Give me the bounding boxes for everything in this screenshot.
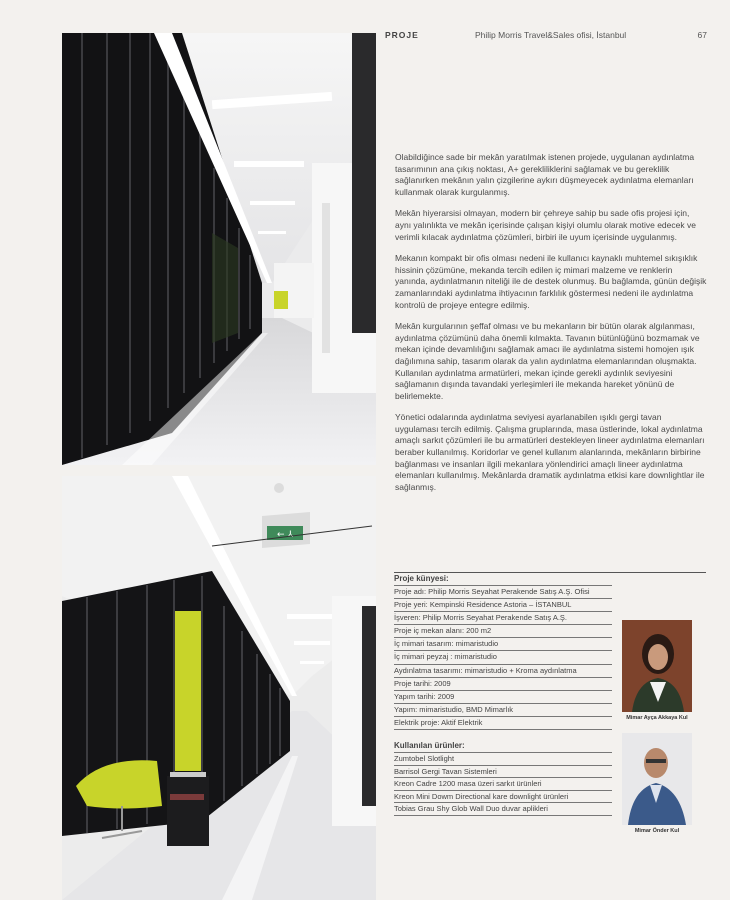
project-info-row: Proje iç mekan alanı: 200 m2 <box>394 624 612 637</box>
project-info-row: İç mimari tasarım: mimaristudio <box>394 637 612 650</box>
product-row: Barrisol Gergi Tavan Sistemleri <box>394 765 612 778</box>
body-paragraph: Mekân kurgularının şeffaf olması ve bu mekanların bir bütün olarak algılanması, aydınlatma çözümünü daha önemli kılmakta. Tavanın bütünlüğünü bozmamak ve mekan içinde devamlılığını sağlamak amacı ile aydınlatma sistemi homojen ışık dağılımına sahip, tasarım olarak da yalın aydınlatma elemanlarından oluşmakta. Kullanılan aydınlatma armatürleri, mekan içinde gerekli aydınlık seviyesini sağlamanın dışında tavandaki yerleşimleri ile mekanda hareket yönünü de belirlemekte. <box>395 321 700 401</box>
product-row: Kreon Mini Dowm Directional kare downlight ürünleri <box>394 790 612 803</box>
page-header <box>385 30 707 44</box>
project-info-row: İşveren: Philip Morris Seyahat Perakende Satış A.Ş. <box>394 611 612 624</box>
body-paragraph: Mekân hiyerarsisi olmayan, modern bir çehreye sahip bu sade ofis projesi için, aynı yalınlıkta ve mekân içerisinde çalışan kişiyi olumlu olarak motive edecek ve verimli kılacak aydınlatma çözümleri, birbiri ile uyum içerisinde uygulanmış. <box>395 208 696 242</box>
portrait-architect-2 <box>622 733 692 834</box>
divider <box>394 815 612 816</box>
portrait-photo <box>622 620 692 712</box>
corridor-photo-top <box>62 33 376 465</box>
page-number: 67 <box>697 30 707 40</box>
product-row: Kreon Cadre 1200 masa üzeri sarkıt ürünleri <box>394 777 612 790</box>
product-row: Tobias Grau Shy Glob Wall Duo duvar aplikleri <box>394 802 612 815</box>
portrait-architect-1 <box>622 620 692 721</box>
portrait-caption: Mimar Önder Kul <box>634 828 680 834</box>
svg-text:← ⅄: ← ⅄ <box>277 530 293 540</box>
project-info-row: İç mimari peyzaj : mimaristudio <box>394 650 612 663</box>
products-table <box>394 741 612 816</box>
product-row: Zumtobel Slotlight <box>394 752 612 765</box>
divider <box>394 729 612 730</box>
section-label: PROJE <box>385 30 419 40</box>
portrait-caption: Mimar Ayça Akkaya Kul <box>626 715 688 721</box>
project-info-row: Elektrik proje: Aktif Elektrik <box>394 716 612 729</box>
project-info-row: Yapım: mimaristudio, BMD Mimarlık <box>394 703 612 716</box>
project-info-row: Proje tarihi: 2009 <box>394 677 612 690</box>
project-info-row: Proje yeri: Kempinski Residence Astoria – İSTANBUL <box>394 598 612 611</box>
portrait-photo <box>622 733 692 825</box>
project-info-heading: Proje künyesi: <box>394 572 706 585</box>
article-body <box>395 152 707 503</box>
body-paragraph: Yönetici odalarında aydınlatma seviyesi ayarlanabilen ışıklı gergi tavan uygulaması tercih edilmiş. Çalışma gruplarında, masa üstlerinde, lokal aydınlatma amaçlı sarkıt çözümleri ile bu armatürleri destekleyen lineer aydınlatma elemanları beraber kullanılmış. Koridorlar ve genel kullanım alanlarında, mekânların birbirine bağlanması ve insanları ilgili mekanlara yönlendirici amaçlı lineer aydınlatma elemanları kullanılmış. Mekânlarda dramatik aydınlatma etkisi kare downlightlar ile sağlanmış. <box>395 412 705 492</box>
page-running-title: Philip Morris Travel&Sales ofisi, İstanbul <box>475 30 627 40</box>
body-paragraph: Olabildiğince sade bir mekân yaratılmak istenen projede, uygulanan aydınlatma tasarımının ana çıkış noktası, A+ gerekliliklerini sağlamak ve bu gereklilik sağlanırken mekânın yalın çizgilerine aykırı düşmeyecek aydınlatma elemanları kullanmak olarak kurgulanmış. <box>395 152 695 197</box>
body-paragraph: Mekanın kompakt bir ofis olması nedeni ile kullanıcı kaynaklı muhtemel sıkışıklık hissinin çözümüne, mekanda tercih edilen iç mimari malzeme ve renklerin yanında, aydınlatmanın niteliği ile de destek olunmuş. Bu bağlamda, günün değişik zamanlarındaki aydınlatma ihtiyacının farklılık göstermesi nedeni ile aydınlatma kontrolü de projeye entegre edilmiş. <box>395 253 707 310</box>
project-info-row: Yapım tarihi: 2009 <box>394 690 612 703</box>
products-heading: Kullanılan ürünler: <box>394 741 465 750</box>
lobby-photo-bottom <box>62 476 376 900</box>
project-info-row: Proje adı: Philip Morris Seyahat Perakende Satış A.Ş. Ofisi <box>394 585 612 598</box>
project-info-row: Aydınlatma tasarımı: mimaristudio + Kroma aydınlatma <box>394 664 612 677</box>
